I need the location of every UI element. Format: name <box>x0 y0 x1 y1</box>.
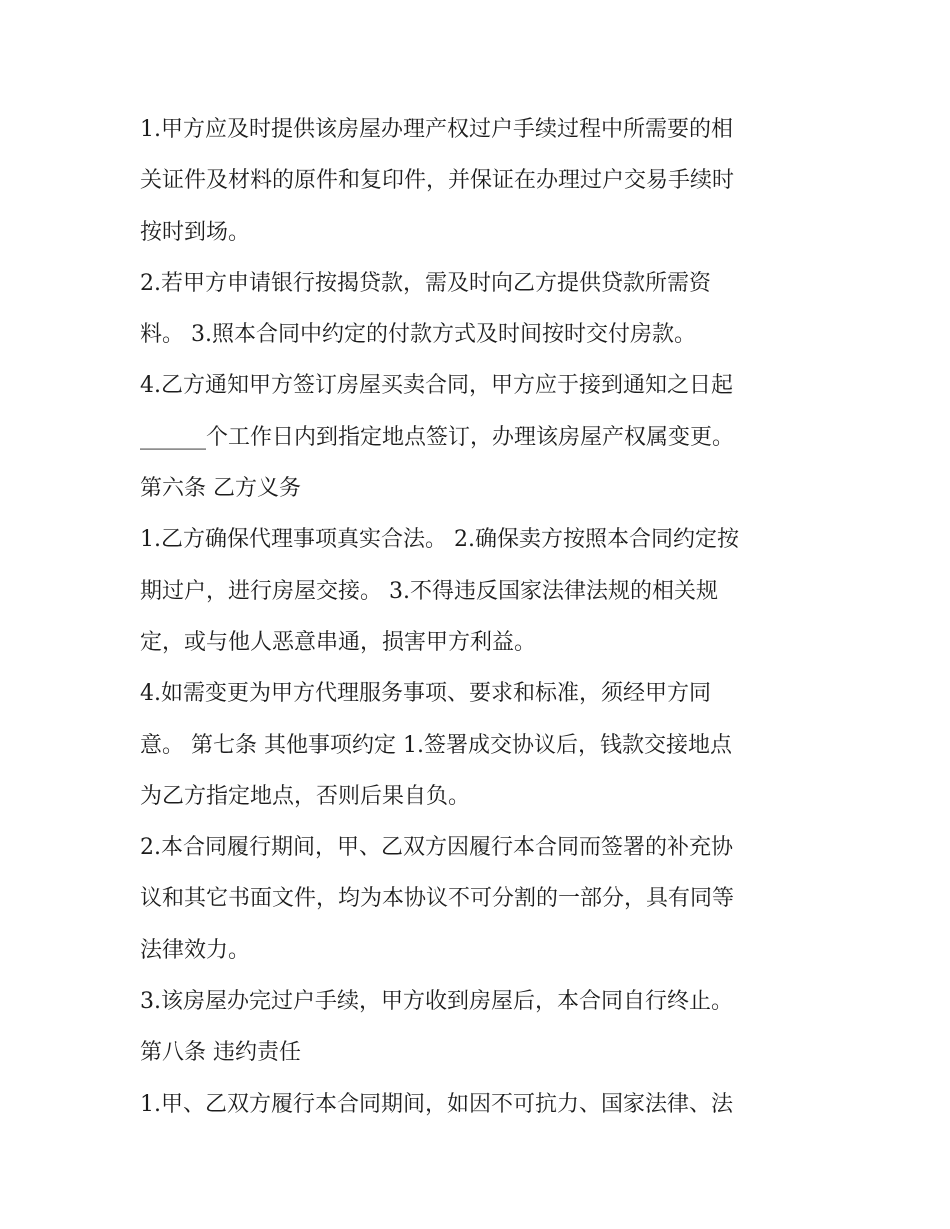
text-line: 意。 第七条 其他事项约定 1.签署成交协议后，钱款交接地点 <box>140 732 732 758</box>
section-heading-article-6: 第六条 乙方义务 <box>140 476 301 502</box>
text-line: 3.该房屋办完过户手续，甲方收到房屋后，本合同自行终止。 <box>140 989 733 1015</box>
text-line: ______个工作日内到指定地点签订，办理该房屋产权属变更。 <box>140 424 735 450</box>
text-line: 2.本合同履行期间，甲、乙双方因履行本合同而签署的补充协 <box>140 835 733 861</box>
text-line: 按时到场。 <box>140 219 251 245</box>
document-body <box>140 104 820 1130</box>
text-line: 定，或与他人恶意串通，损害甲方利益。 <box>140 629 537 655</box>
text-line: 2.若甲方申请银行按揭贷款，需及时向乙方提供贷款所需资 <box>140 270 711 296</box>
text-line: 4.如需变更为甲方代理服务事项、要求和标准，须经甲方同 <box>140 681 711 707</box>
section-heading-article-8: 第八条 违约责任 <box>140 1040 301 1066</box>
text-line: 料。 3.照本合同中约定的付款方式及时间按时交付房款。 <box>140 322 696 348</box>
text-line: 为乙方指定地点，否则后果自负。 <box>140 783 471 809</box>
text-line: 4.乙方通知甲方签订房屋买卖合同，甲方应于接到通知之日起 <box>140 373 733 399</box>
text-line: 1.乙方确保代理事项真实合法。 2.确保卖方按照本合同约定按 <box>140 527 739 553</box>
text-line: 关证件及材料的原件和复印件，并保证在办理过户交易手续时 <box>140 168 735 194</box>
text-line: 1.甲方应及时提供该房屋办理产权过户手续过程中所需要的相 <box>140 117 733 142</box>
text-line: 1.甲、乙双方履行本合同期间，如因不可抗力、国家法律、法 <box>140 1091 733 1117</box>
text-line: 议和其它书面文件，均为本协议不可分割的一部分，具有同等 <box>140 886 735 912</box>
text-line: 期过户，进行房屋交接。 3.不得违反国家法律法规的相关规 <box>140 578 718 604</box>
text-line: 法律效力。 <box>140 937 251 963</box>
